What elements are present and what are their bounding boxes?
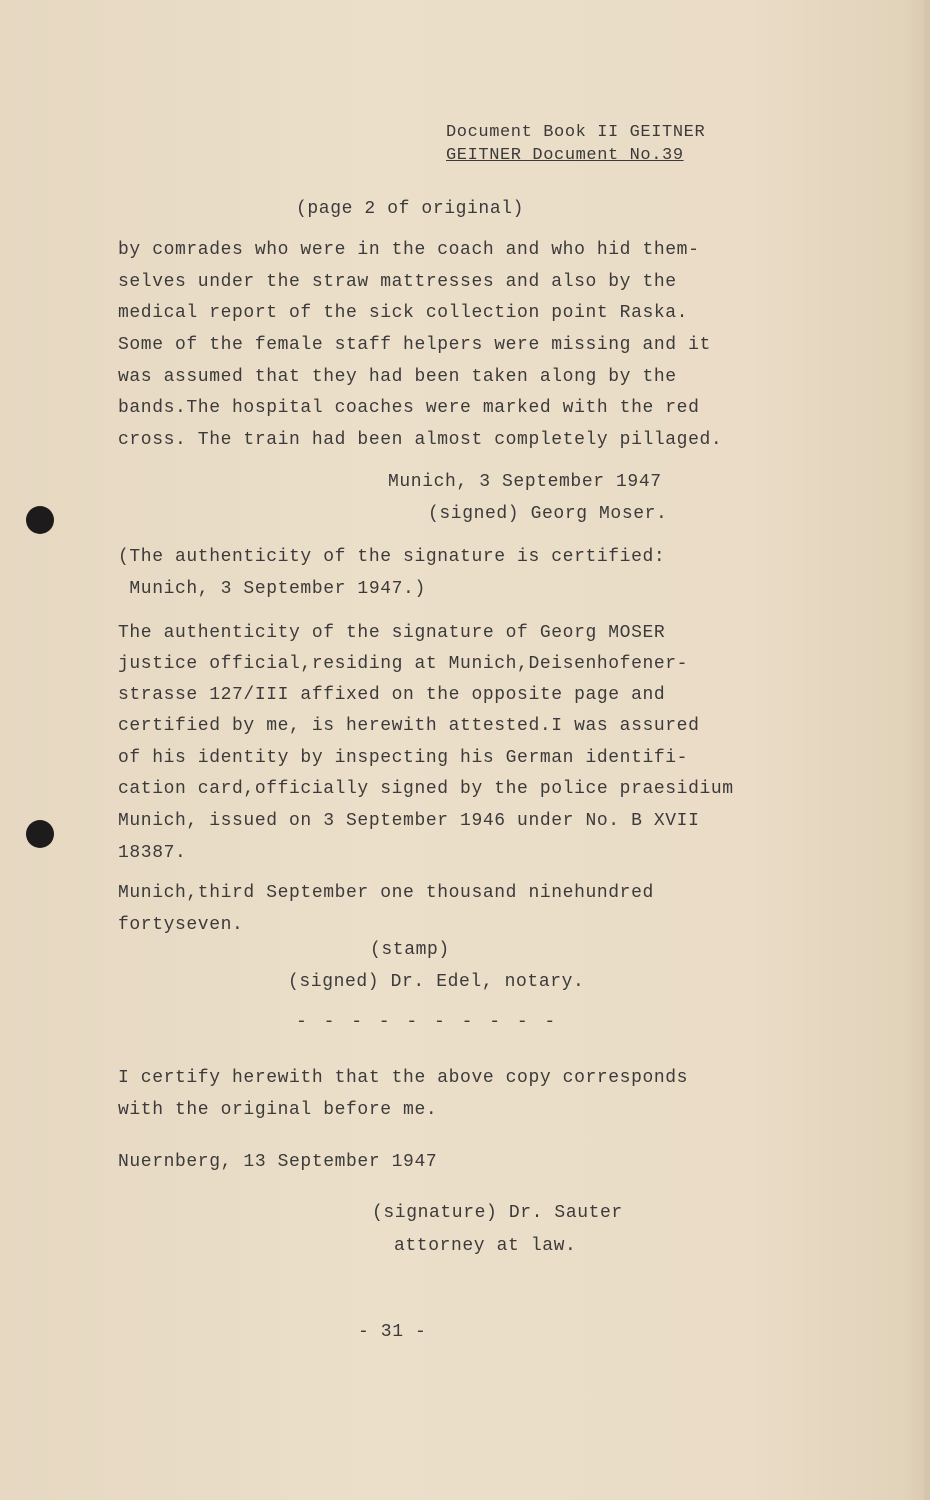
certification-note-line: (The authenticity of the signature is certified: bbox=[118, 547, 666, 567]
paragraph2-line: cation card,officially signed by the police praesidium bbox=[118, 779, 734, 799]
paragraph1-line: cross. The train had been almost completely pillaged. bbox=[118, 430, 723, 450]
nuernberg-date: Nuernberg, 13 September 1947 bbox=[118, 1152, 438, 1172]
divider: - - - - - - - - - - bbox=[296, 1012, 559, 1032]
stamp-label: (stamp) bbox=[370, 940, 450, 960]
notary-date-line: Munich,third September one thousand ninehundred bbox=[118, 883, 654, 903]
paragraph1-line: by comrades who were in the coach and who hid them- bbox=[118, 240, 700, 260]
signature2-signature: (signature) Dr. Sauter bbox=[372, 1203, 623, 1223]
page-reference: (page 2 of original) bbox=[296, 199, 525, 219]
paragraph2-line: strasse 127/III affixed on the opposite page and bbox=[118, 685, 666, 705]
punch-hole-bottom bbox=[26, 820, 54, 848]
punch-hole-top bbox=[26, 506, 54, 534]
signature1-place-date: Munich, 3 September 1947 bbox=[388, 472, 662, 492]
notary-signature: (signed) Dr. Edel, notary. bbox=[288, 972, 585, 992]
paragraph2-line: of his identity by inspecting his German identifi- bbox=[118, 748, 689, 768]
signature2-title: attorney at law. bbox=[394, 1236, 577, 1256]
paragraph1-line: Some of the female staff helpers were missing and it bbox=[118, 335, 711, 355]
certify-line: I certify herewith that the above copy corresponds bbox=[118, 1068, 689, 1088]
certification-note-line: Munich, 3 September 1947.) bbox=[118, 579, 426, 599]
page-edge bbox=[924, 0, 930, 1500]
header-line-2: GEITNER Document No.39 bbox=[446, 146, 684, 165]
paragraph1-line: bands.The hospital coaches were marked with the red bbox=[118, 398, 700, 418]
certify-line: with the original before me. bbox=[118, 1100, 438, 1120]
paragraph2-line: The authenticity of the signature of Georg MOSER bbox=[118, 623, 666, 643]
notary-date-line: fortyseven. bbox=[118, 915, 244, 935]
paragraph1-line: medical report of the sick collection point Raska. bbox=[118, 303, 689, 323]
page-number: - 31 - bbox=[358, 1322, 427, 1342]
paragraph2-line: 18387. bbox=[118, 843, 187, 863]
paragraph1-line: selves under the straw mattresses and also by the bbox=[118, 272, 677, 292]
paragraph2-line: Munich, issued on 3 September 1946 under No. B XVII bbox=[118, 811, 700, 831]
paragraph2-line: certified by me, is herewith attested.I was assured bbox=[118, 716, 700, 736]
paragraph2-line: justice official,residing at Munich,Deisenhofener- bbox=[118, 654, 689, 674]
header-line-1: Document Book II GEITNER bbox=[446, 123, 706, 142]
paragraph1-line: was assumed that they had been taken along by the bbox=[118, 367, 677, 387]
signature1-signed: (signed) Georg Moser. bbox=[428, 504, 668, 524]
